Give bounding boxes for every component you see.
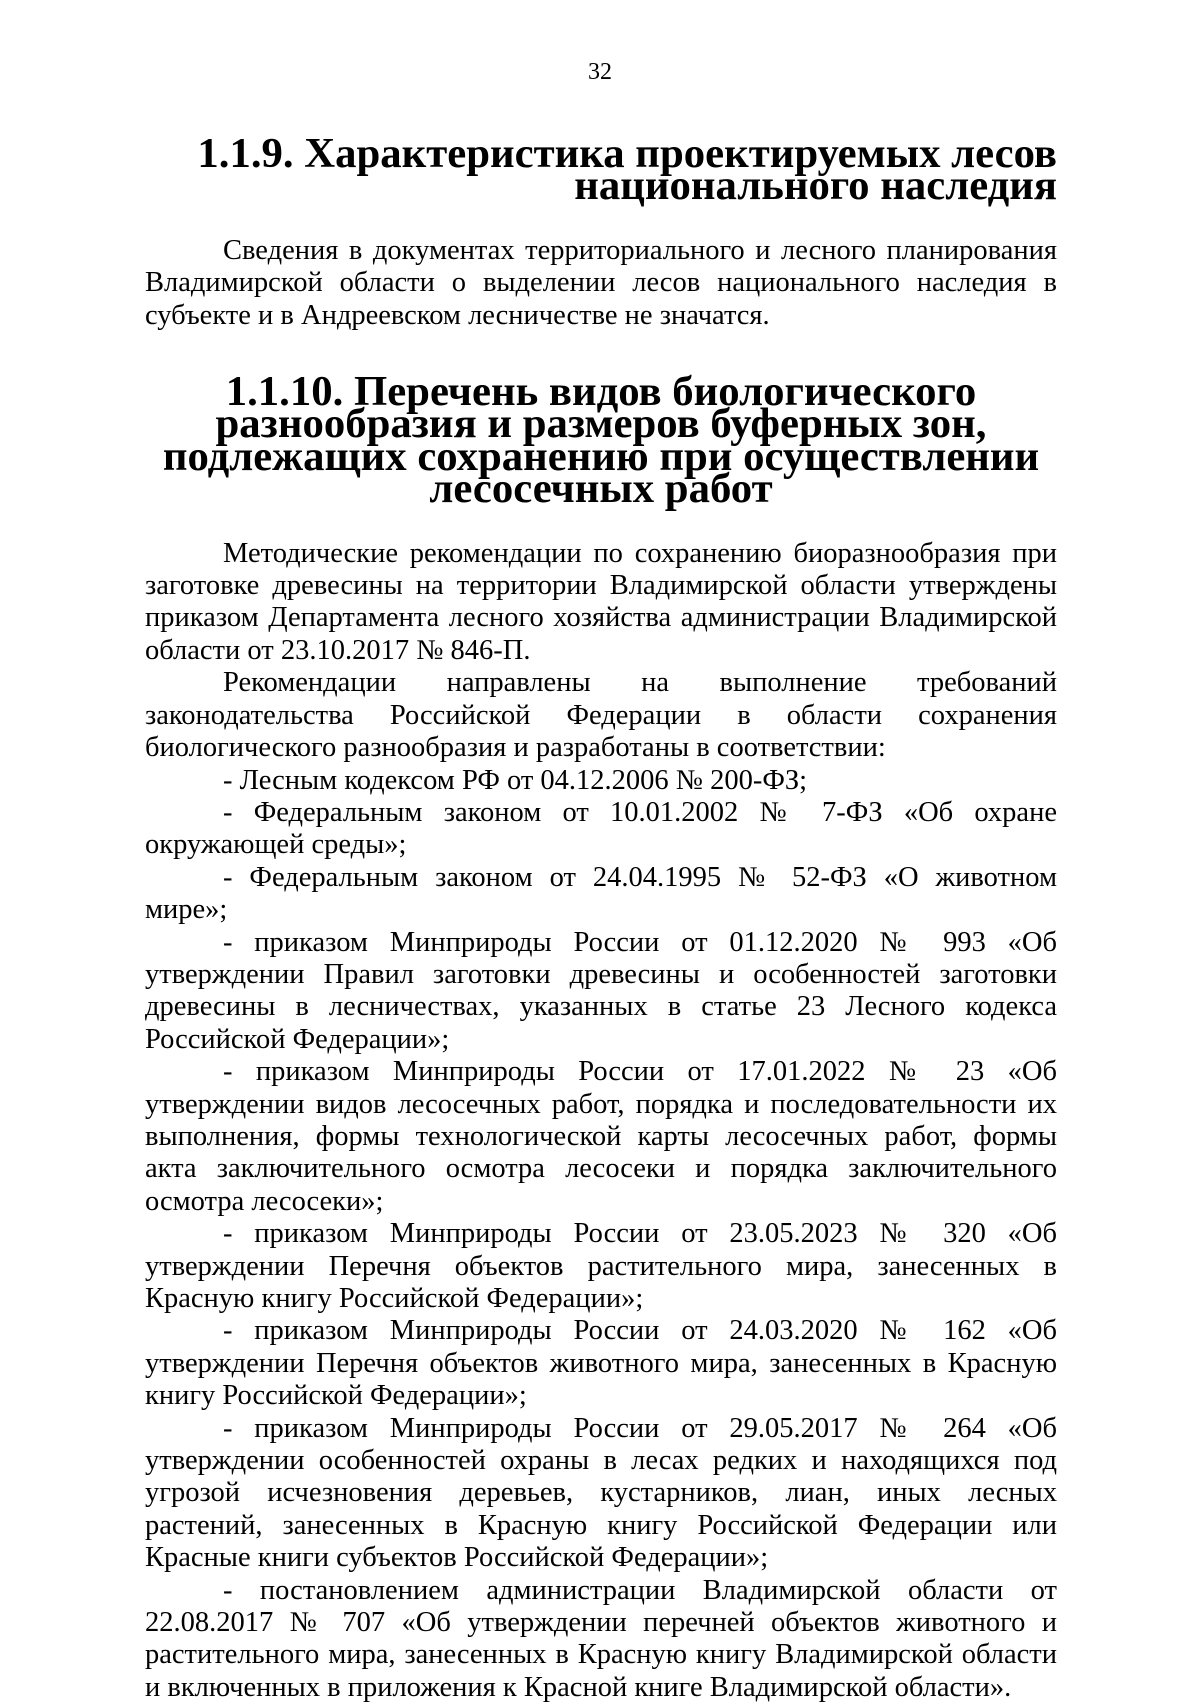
list-item-order-320: - приказом Минприроды России от 23.05.2023 № 320 «Об утверждении Перечня объектов растительного мира, занесенных в Красную книгу Российской Федерации»; <box>145 1218 1057 1314</box>
list-item-order-162: - приказом Минприроды России от 24.03.2020 № 162 «Об утверждении Перечня объектов животного мира, занесенных в Красную книгу Российской Федерации»; <box>145 1315 1057 1412</box>
section-heading-1-1-9: 1.1.9. Характеристика проектируемых лесов национального наследия <box>197 130 1057 210</box>
list-item-resolution-707: - постановлением администрации Владимирской области от 22.08.2017 № 707 «Об утверждении перечней объектов животного и растительного мира, занесенных в Красную книгу Владимирской области и включенных в приложения к Красной книге Владимирской области». <box>145 1574 1057 1703</box>
list-item-order-23: - приказом Минприроды России от 17.01.2022 № 23 «Об утверждении видов лесосечных работ, порядка и последовательности их выполнения, формы технологической карты лесосечных работ, формы акта заключительного осмотра лесосеки и порядка заключительного осмотра лесосеки»; <box>145 1056 1057 1217</box>
list-item-order-993: - приказом Минприроды России от 01.12.2020 № 993 «Об утверждении Правил заготовки древесины и особенностей заготовки древесины в лесничествах, указанных в статье 23 Лесного кодекса Российской Федерации»; <box>145 926 1057 1055</box>
page-content <box>145 130 1057 1704</box>
list-item-forest-code: - Лесным кодексом РФ от 04.12.2006 № 200-ФЗ; <box>223 764 808 796</box>
page-number: 32 <box>588 59 612 85</box>
list-item-environment-law: - Федеральным законом от 10.01.2002 № 7-ФЗ «Об охране окружающей среды»; <box>145 796 1057 861</box>
paragraph-methodical-recommendations: Методические рекомендации по сохранению биоразнообразия при заготовке древесины на территории Владимирской области утверждены приказом Департамента лесного хозяйства администрации Владимирской области от 23.10.2017 № 846-П. <box>145 537 1057 666</box>
list-item-order-264: - приказом Минприроды России от 29.05.2017 № 264 «Об утверждении особенностей охраны в лесах редких и находящихся под угрозой исчезновения деревьев, кустарников, лиан, иных лесных растений, занесенных в Красную книгу Российской Федерации или Красные книги субъектов Российской Федерации»; <box>145 1412 1057 1574</box>
section-heading-1-1-10: 1.1.10. Перечень видов биологического разнообразия и размеров буферных зон, подлежащих сохранению при осуществлении лесосечных работ <box>162 368 1040 513</box>
list-item-wildlife-law: - Федеральным законом от 24.04.1995 № 52-ФЗ «О животном мире»; <box>145 861 1057 926</box>
section-1-1-9-paragraph: Сведения в документах территориального и лесного планирования Владимирской области о выделении лесов национального наследия в субъекте и в Андреевском лесничестве не значатся. <box>145 234 1057 331</box>
paragraph-recommendations-intro: Рекомендации направлены на выполнение требований законодательства Российской Федерации в области сохранения биологического разнообразия и разработаны в соответствии: <box>145 667 1057 764</box>
